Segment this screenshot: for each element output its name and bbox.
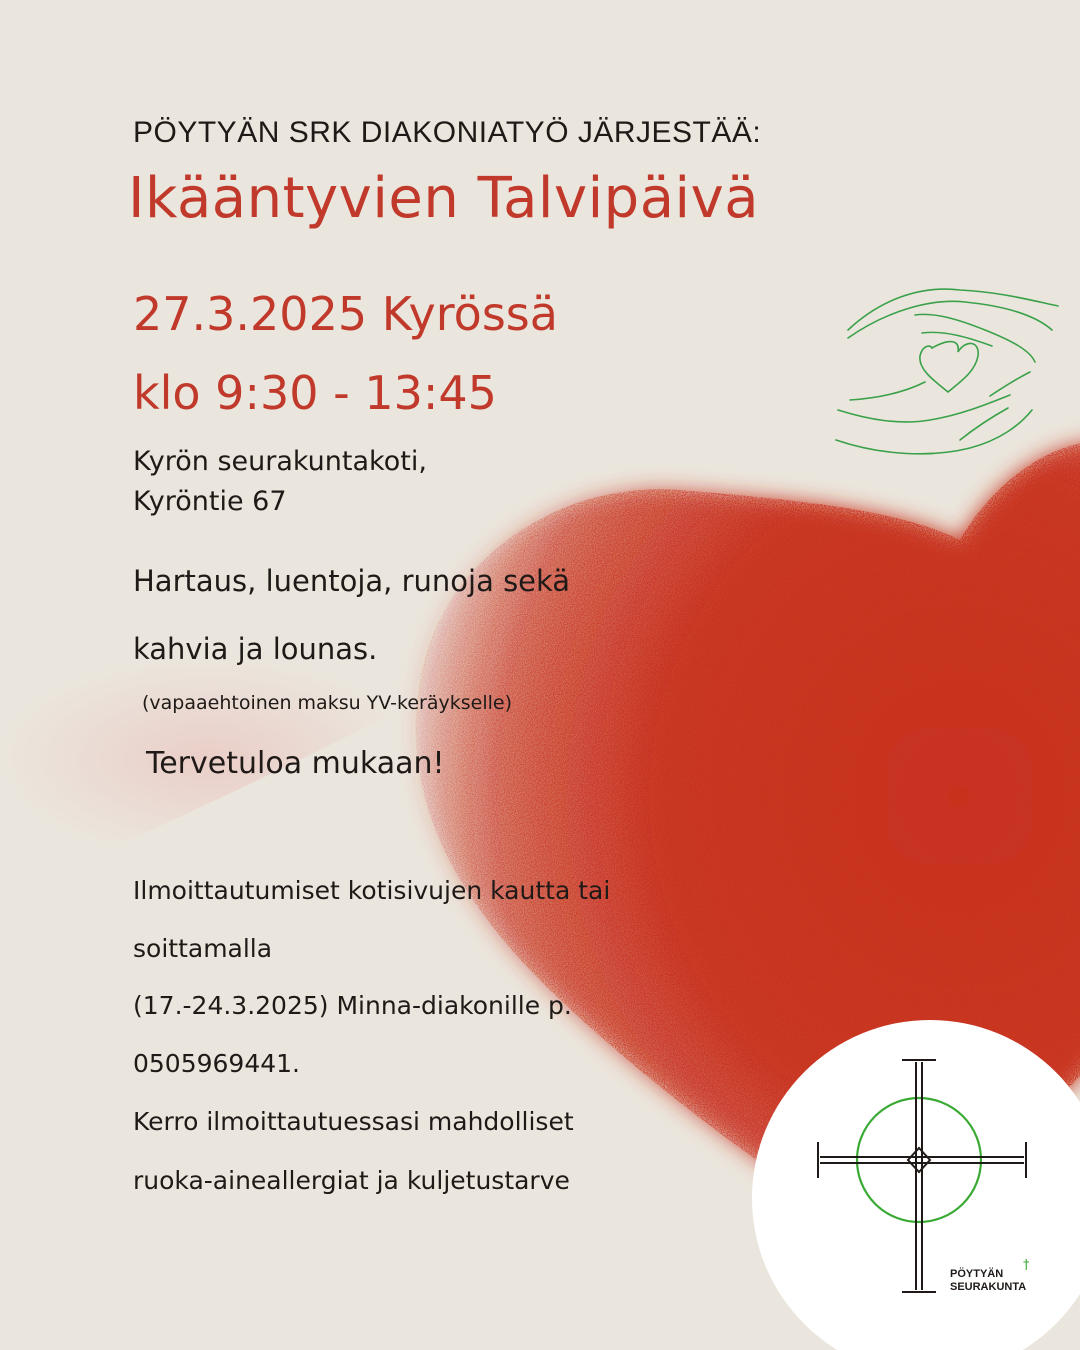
cross-circle-icon xyxy=(752,1020,1080,1350)
registration-line-5: Kerro ilmoittautuessasi mahdolliset xyxy=(133,1107,574,1136)
registration-line-1: Ilmoittautumiset kotisivujen kautta tai xyxy=(133,876,611,905)
welcome-text: Tervetuloa mukaan! xyxy=(146,746,445,781)
registration-line-3: (17.-24.3.2025) Minna-diakonille p. xyxy=(133,991,572,1020)
organizer-heading: PÖYTYÄN SRK DIAKONIATYÖ JÄRJESTÄÄ: xyxy=(133,116,762,149)
event-time: klo 9:30 - 13:45 xyxy=(133,366,497,420)
donation-note: (vapaaehtoinen maksu YV-keräykselle) xyxy=(142,692,512,714)
registration-line-2: soittamalla xyxy=(133,934,273,963)
registration-line-6: ruoka-aineallergiat ja kuljetustarve xyxy=(133,1166,570,1195)
event-title: Ikääntyvien Talvipäivä xyxy=(128,166,760,231)
event-date-place: 27.3.2025 Kyrössä xyxy=(133,287,558,341)
program-line-1: Hartaus, luentoja, runoja sekä xyxy=(133,564,571,598)
address-line-1: Kyrön seurakuntakoti, xyxy=(133,446,427,477)
small-cross-icon: † xyxy=(1023,1258,1030,1273)
hands-holding-heart-icon xyxy=(836,289,1058,454)
logo-name-line-1: PÖYTYÄN xyxy=(950,1268,1004,1280)
logo-name-line-2: SEURAKUNTA xyxy=(950,1281,1027,1293)
logo-wordmark xyxy=(950,1268,1026,1294)
program-line-2: kahvia ja lounas. xyxy=(133,632,378,666)
address-line-2: Kyröntie 67 xyxy=(133,486,287,517)
registration-phone: 0505969441. xyxy=(133,1049,301,1078)
